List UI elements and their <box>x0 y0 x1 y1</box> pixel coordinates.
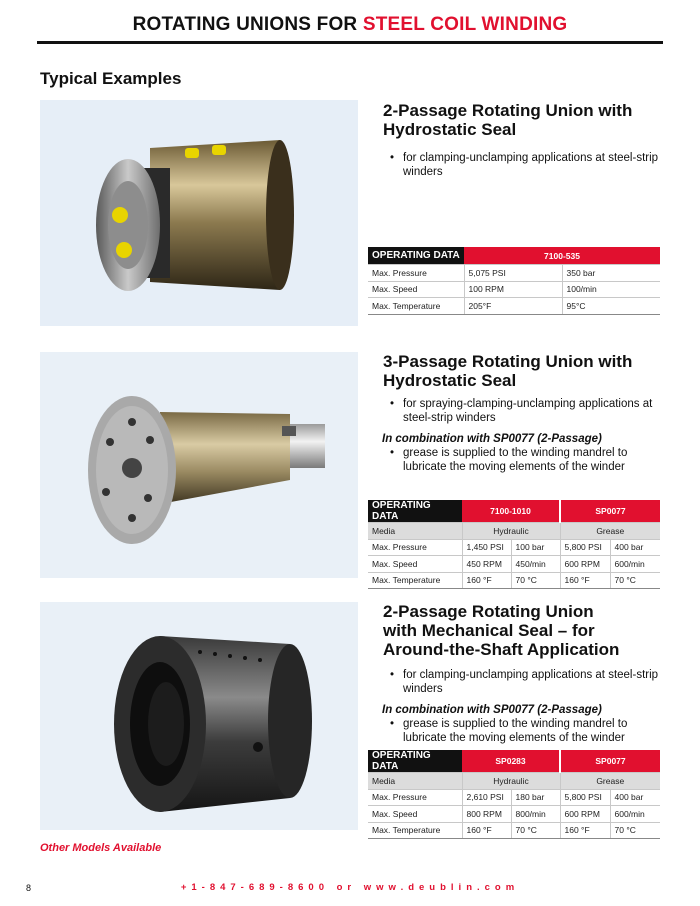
product-photo-2-passage-hydrostatic <box>40 100 358 326</box>
combination-bullet: • grease is supplied to the winding mandrel to lubricate the moving elements of the winder <box>383 718 673 745</box>
table-row: Max. Speed 100 RPM 100/min <box>368 281 660 298</box>
title-red-part: STEEL COIL WINDING <box>362 14 568 35</box>
product-photo-2-passage-mechanical <box>40 602 358 830</box>
operating-data-table-2 <box>368 500 660 589</box>
model-header: SP0077 <box>560 750 660 773</box>
product-bullet: • for clamping-unclamping applications at steel-strip winders <box>383 669 673 696</box>
media-row: Media Hydraulic Grease <box>368 773 660 790</box>
model-header: 7100-535 <box>464 247 660 265</box>
footer-contact[interactable]: +1-847-689-8600 or www.deublin.com <box>180 882 520 893</box>
page-title <box>0 14 700 36</box>
table-row: Max. Temperature 205°F 95°C <box>368 298 660 315</box>
table-row: Max. Speed 450 RPM 450/min 600 RPM 600/min <box>368 556 660 573</box>
table-row: Max. Pressure 1,450 PSI 100 bar 5,800 PSI 400 bar <box>368 539 660 556</box>
product-bullet: • for spraying-clamping-unclamping applications at steel-strip winders <box>383 398 673 425</box>
operating-data-header: OPERATING DATA <box>368 750 462 773</box>
product-title: 2-Passage Rotating Union with Hydrostatic Seal <box>383 101 633 139</box>
product-block-1 <box>383 101 673 179</box>
model-header: SP0283 <box>462 750 560 773</box>
combination-label: In combination with SP0077 (2-Passage) <box>382 433 602 445</box>
other-models-note: Other Models Available <box>40 842 162 854</box>
table-row: Max. Pressure 5,075 PSI 350 bar <box>368 265 660 282</box>
media-row: Media Hydraulic Grease <box>368 523 660 540</box>
product-block-3 <box>383 602 673 745</box>
product-title: 3-Passage Rotating Union with Hydrostatic Seal <box>383 352 633 390</box>
combination-bullet: • grease is supplied to the winding mandrel to lubricate the moving elements of the winder <box>383 447 673 474</box>
header-rule <box>37 41 663 44</box>
table-row: Max. Temperature 160 °F 70 °C 160 °F 70 °C <box>368 822 660 839</box>
model-header: SP0077 <box>560 500 660 523</box>
product-bullet: • for clamping-unclamping applications at steel-strip winders <box>383 152 673 179</box>
operating-data-table-1 <box>368 247 660 315</box>
operating-data-header: OPERATING DATA <box>368 247 464 265</box>
page-number: 8 <box>26 883 32 893</box>
operating-data-header: OPERATING DATA <box>368 500 462 523</box>
table-row: Max. Speed 800 RPM 800/min 600 RPM 600/min <box>368 806 660 823</box>
operating-data-table-3 <box>368 750 660 839</box>
product-title: 2-Passage Rotating Union with Mechanical Seal – for Around-the-Shaft Application <box>383 602 620 659</box>
table-row: Max. Pressure 2,610 PSI 180 bar 5,800 PSI 400 bar <box>368 789 660 806</box>
model-header: 7100-1010 <box>462 500 560 523</box>
title-black-part: ROTATING UNIONS FOR <box>132 14 363 35</box>
section-heading: Typical Examples <box>40 69 182 88</box>
combination-label: In combination with SP0077 (2-Passage) <box>382 704 602 716</box>
table-row: Max. Temperature 160 °F 70 °C 160 °F 70 °C <box>368 572 660 589</box>
product-block-2 <box>383 352 673 474</box>
product-photo-3-passage-hydrostatic <box>40 352 358 578</box>
